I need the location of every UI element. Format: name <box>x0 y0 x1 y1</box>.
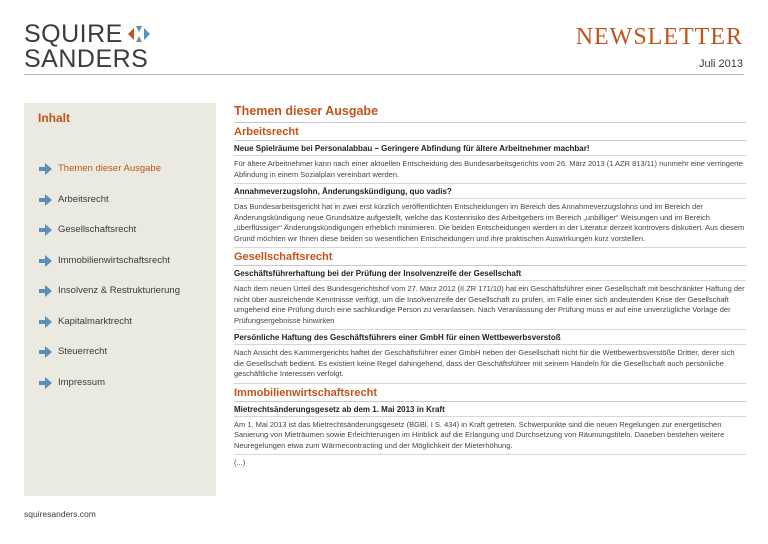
section-title-gesellschaftsrecht[interactable]: Gesellschaftsrecht <box>234 251 746 266</box>
article-heading[interactable]: Annahmeverzugslohn, Änderungskündigung, quo vadis? <box>234 184 746 199</box>
company-logo <box>24 22 150 72</box>
toc-item-kapitalmarktrecht[interactable] <box>38 316 180 347</box>
toc-item-label: Insolvenz & Restrukturierung <box>58 285 180 296</box>
more-indicator: (...) <box>234 458 246 467</box>
arrow-bullet-icon <box>38 346 52 358</box>
arrow-bullet-icon <box>38 163 52 175</box>
section-title-immobilienwirtschaftsrecht[interactable]: Immobilienwirtschaftsrecht <box>234 387 746 402</box>
toc-list <box>38 163 180 407</box>
article-text: Für ältere Arbeitnehmer kann nach einer aktuellen Entscheidung des Bundesarbeitsgerichts vom 26. März 2013 (1 AZR 813/11) nunmehr eine verringerte Abfindung in einem Sozialplan vereinbart werden. <box>234 156 746 184</box>
logo-line-1: SQUIRE <box>24 20 123 48</box>
arrow-bullet-icon <box>38 377 52 389</box>
article-text: Nach dem neuen Urteil des Bundesgerichtshof vom 27. März 2012 (II ZR 171/10) hat ein Geschäftsführer einer Gesellschaft mit beschränkter Haftung der nicht über ausreichende Kenntnisse verfügt, um die Insolvenzreife der Gesellschaft zu prüfen, im Falle einer sich andeutenden Krise der Gesellschaft umgehend eine Prüfung durch eine sachkundige Person zu veranlassen. Nach Veranlassung der Prüfung muss er auf eine unverzügliche Vorlage der Prüfungsergebnisse hinwirken <box>234 281 746 330</box>
article-heading[interactable]: Neue Spielräume bei Personalabbau – Geringere Abfindung für ältere Arbeitnehmer machbar! <box>234 141 746 156</box>
toc-item-label: Impressum <box>58 376 105 388</box>
logo-mark-icon <box>128 25 150 43</box>
toc-item-insolvenz[interactable] <box>38 285 180 316</box>
section-title-arbeitsrecht[interactable]: Arbeitsrecht <box>234 126 746 141</box>
logo-line-2: SANDERS <box>24 45 149 73</box>
toc-item-gesellschaftsrecht[interactable] <box>38 224 180 255</box>
toc-item-impressum[interactable] <box>38 377 180 408</box>
toc-item-label: Steuerrecht <box>58 346 108 357</box>
table-of-contents-panel <box>24 103 216 496</box>
toc-item-arbeitsrecht[interactable] <box>38 194 180 225</box>
toc-item-label: Kapitalmarktrecht <box>58 315 132 327</box>
toc-item-label: Immobilienwirtschaftsrecht <box>58 254 170 266</box>
article-text: Nach Ansicht des Kammergerichts haftet der Geschäftsführer einer GmbH neben der Gesellschaft nicht für die Wettbewerbsverstöße Dritter, derer sich die Gesellschaft bedient. Es existiert keine Regel dahingehend, dass der Geschäftsführer mit seinem Handeln für die Gesellschaft auch persönliche geschäftliche Interessen verfolgt. <box>234 345 746 384</box>
toc-item-label: Arbeitsrecht <box>58 193 109 205</box>
article-heading[interactable]: Persönliche Haftung des Geschäftsführers einer GmbH für einen Wettbewerbsverstoß <box>234 330 746 345</box>
article-text: Das Bundesarbeitsgericht hat in zwei erst kürzlich veröffentlichten Entscheidungen im Bereich des Annahmeverzugslohns und im Bereich der Änderungskündigung neue Grundsätze aufgestellt, welche das Kostenrisiko des Arbeitgebers im Bereich „unbilliger“ Weisungen und im Bereich „überflüssiger“ Änderungskündigungen erheblich minimieren. Die beiden Entscheidungen werden in der Literatur derzeit kontrovers diskutiert. Aus diesem Grund möchten wir Ihnen diese beiden so wesentlichen Entscheidungen und ihre praktischen Auswirkungen kurz vorstellen. <box>234 199 746 248</box>
article-heading[interactable]: Mietrechtsänderungsgesetz ab dem 1. Mai 2013 in Kraft <box>234 402 746 417</box>
toc-item-immobilienwirtschaftsrecht[interactable] <box>38 255 180 286</box>
article-text: Am 1. Mai 2013 ist das Mietrechtsänderungsgesetz (BGBl. I S. 434) in Kraft getreten. Schwerpunkte sind die neuen Regelungen zur energetischen Sanierung von Mieträumen sowie Erleichterungen im Hinblick auf die Erlangung und Durchsetzung von Räumungstiteln. Daneben bestehen weitere Neuregelungen etwa zum Wärmecontracting und der Möglichkeit der Mieterhöhung. <box>234 417 746 456</box>
arrow-bullet-icon <box>38 255 52 267</box>
footer-url[interactable]: squiresanders.com <box>24 509 96 519</box>
toc-item-label: Themen dieser Ausgabe <box>58 163 161 174</box>
toc-item-label: Gesellschaftsrecht <box>58 224 137 235</box>
arrow-bullet-icon <box>38 285 52 297</box>
newsletter-date: Juli 2013 <box>698 58 743 70</box>
toc-heading: Inhalt <box>38 111 70 125</box>
article-heading[interactable]: Geschäftsführerhaftung bei der Prüfung der Insolvenzreife der Gesellschaft <box>234 266 746 281</box>
toc-item-steuerrecht[interactable] <box>38 346 180 377</box>
arrow-bullet-icon <box>38 224 52 236</box>
arrow-bullet-icon <box>38 194 52 206</box>
page-title: Themen dieser Ausgabe <box>234 104 746 123</box>
newsletter-title: NEWSLETTER <box>575 24 743 50</box>
main-content <box>234 104 746 467</box>
toc-item-themen[interactable] <box>38 163 180 194</box>
arrow-bullet-icon <box>38 316 52 328</box>
header-divider <box>24 74 744 75</box>
